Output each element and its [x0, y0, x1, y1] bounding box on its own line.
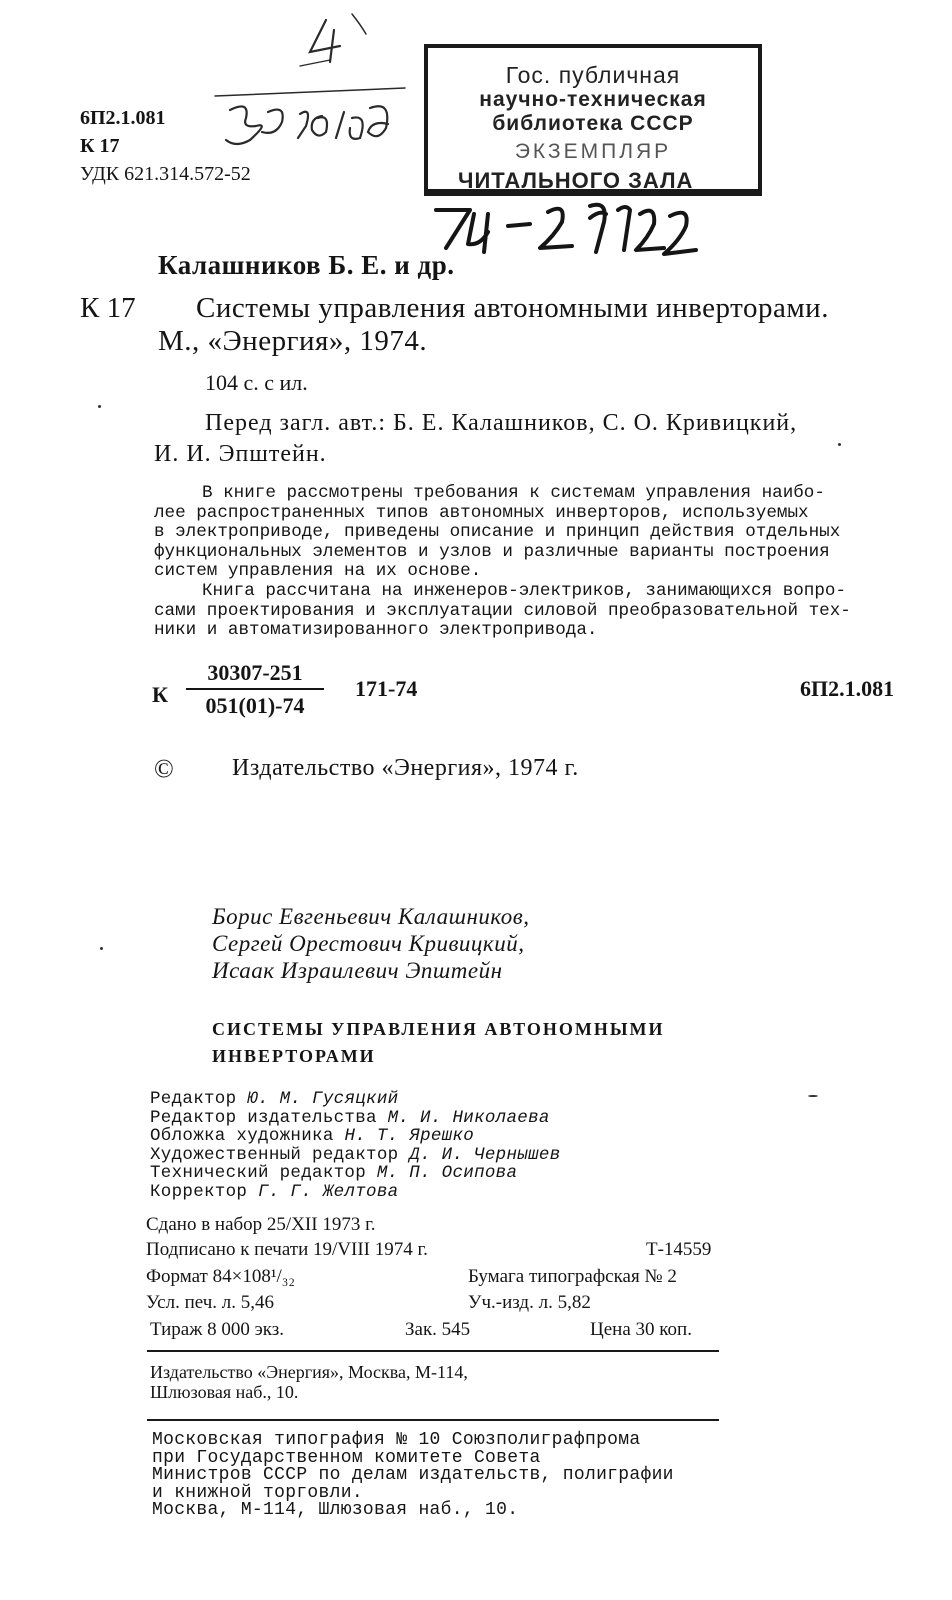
index-middle: 171-74 [355, 676, 418, 701]
copyright-text: Издательство «Энергия», 1974 г. [232, 755, 579, 781]
udk-code: УДК 621.314.572-52 [80, 163, 251, 185]
stamp-line: ЧИТАЛЬНОГО ЗАЛА [458, 168, 694, 193]
record-author: Калашников Б. Е. и др. [158, 250, 455, 280]
imprint-paper: Бумага типографская № 2 [468, 1266, 677, 1287]
record-title: Системы управления автономными инверторами. [196, 292, 829, 324]
credit-role: Редактор издательства [150, 1107, 377, 1128]
credits [150, 1090, 561, 1202]
credit-role: Обложка художника [150, 1126, 334, 1147]
publisher-line: Шлюзовая наб., 10. [150, 1382, 299, 1402]
index-numerator: 30307-251 [207, 660, 303, 685]
imprint-print-sheets: Усл. печ. л. 5,46 [146, 1292, 274, 1313]
printer-line: при Государственном комитете Совета [152, 1447, 541, 1468]
printer-line: и книжной торговли. [152, 1482, 363, 1503]
bbk-code: 6П2.1.081 [80, 107, 166, 129]
publisher-address [150, 1362, 468, 1402]
printer-line: Москва, М-114, Шлюзовая наб., 10. [152, 1500, 519, 1520]
stamp-line: Гос. публичная [505, 62, 681, 88]
imprint-t-number: Т-14559 [646, 1239, 712, 1260]
copyright-icon: © [154, 754, 174, 783]
annotation-line: сами проектирования и эксплуатации силовой преобразовательной тех- [154, 600, 851, 621]
divider [147, 1350, 719, 1352]
book-title-line: СИСТЕМЫ УПРАВЛЕНИЯ АВТОНОМНЫМИ [212, 1019, 665, 1039]
credit-role: Редактор [150, 1089, 237, 1109]
record-authors-cont: И. И. Эпштейн. [154, 441, 327, 467]
printer-line: Московская типография № 10 Союзполиграфпрома [152, 1430, 641, 1450]
printer-line: Министров СССР по делам издательств, полиграфии [152, 1465, 674, 1485]
credit-row [150, 1090, 561, 1109]
book-title [212, 1016, 665, 1070]
credit-name: М. И. Николаева [387, 1107, 550, 1128]
annotation-line: Книга рассчитана на инженеров-электриков, занимающихся вопро- [202, 580, 847, 601]
record-imprint: М., «Энергия», 1974. [158, 325, 428, 357]
credit-row [150, 1183, 561, 1202]
imprint-sent: Сдано в набор 25/XII 1973 г. [146, 1214, 376, 1235]
stamp-line: ЭКЗЕМПЛЯР [514, 140, 672, 163]
annotation-line: функциональных элементов и узлов и различные варианты построения [154, 541, 830, 562]
publisher-line: Издательство «Энергия», Москва, М-114, [150, 1362, 468, 1382]
fraction-bar [186, 688, 324, 690]
record-pages: 104 с. с ил. [205, 370, 308, 395]
book-title-line: ИНВЕРТОРАМИ [212, 1046, 376, 1066]
annotation-line: ники и автоматизированного электропривода. [154, 620, 598, 641]
annotation-line: систем управления на их основе. [154, 561, 482, 582]
authors-full-names [212, 903, 530, 984]
printer-info [152, 1432, 674, 1520]
record-authors: Перед загл. авт.: Б. Е. Калашников, С. О. Кривицкий, [205, 410, 798, 436]
author-name: Сергей Орестович Кривицкий, [212, 931, 525, 956]
record-call-letter: К 17 [80, 292, 136, 324]
index-right: 6П2.1.081 [800, 676, 895, 701]
author-sign: К 17 [80, 135, 120, 157]
imprint-order: Зак. 545 [405, 1319, 471, 1340]
annotation-line: В книге рассмотрены требования к системам управления наибо- [202, 483, 825, 503]
credit-role: Художественный редактор [150, 1144, 399, 1165]
annotation-line: в электроприводе, приведены описание и принцип действия отдельных [154, 522, 841, 543]
credit-row [150, 1109, 561, 1128]
stamp-line: библиотека СССР [492, 112, 694, 135]
index-denominator: 051(01)-74 [205, 693, 305, 718]
credit-name: Ю. М. Гусяцкий [247, 1089, 399, 1109]
scan-speck [808, 1095, 818, 1097]
imprint-run: Тираж 8 000 экз. [150, 1319, 285, 1340]
credit-row [150, 1127, 561, 1146]
scan-speck [100, 947, 103, 950]
library-stamp [424, 44, 762, 196]
annotation [154, 484, 910, 641]
classification-codes [80, 104, 251, 188]
credit-name: Д. И. Чернышев [409, 1144, 561, 1165]
credit-name: М. П. Осипова [376, 1163, 518, 1184]
index-letter: К [152, 682, 168, 707]
imprint-signed: Подписано к печати 19/VIII 1974 г. [146, 1239, 428, 1260]
stamp-line: научно-техническая [479, 88, 707, 111]
author-name: Борис Евгеньевич Калашников, [212, 904, 530, 929]
credit-role: Корректор [150, 1181, 248, 1202]
credit-name: Г. Г. Желтова [258, 1181, 399, 1202]
credit-row [150, 1164, 561, 1183]
index-fraction [186, 660, 324, 719]
credit-role: Технический редактор [150, 1163, 367, 1184]
annotation-line: лее распространенных типов автономных инверторов, используемых [154, 502, 809, 523]
imprint-price: Цена 30 коп. [590, 1319, 692, 1340]
scan-speck [98, 405, 101, 408]
scan-speck [838, 443, 841, 446]
credit-row [150, 1146, 561, 1165]
credit-name: Н. Т. Ярешко [344, 1126, 475, 1147]
imprint-pub-sheets: Уч.-изд. л. 5,82 [468, 1292, 591, 1313]
divider [147, 1419, 719, 1421]
author-name: Исаак Израилевич Эпштейн [212, 958, 503, 983]
imprint-format: Формат 84×108¹/₃₂ [146, 1266, 296, 1287]
